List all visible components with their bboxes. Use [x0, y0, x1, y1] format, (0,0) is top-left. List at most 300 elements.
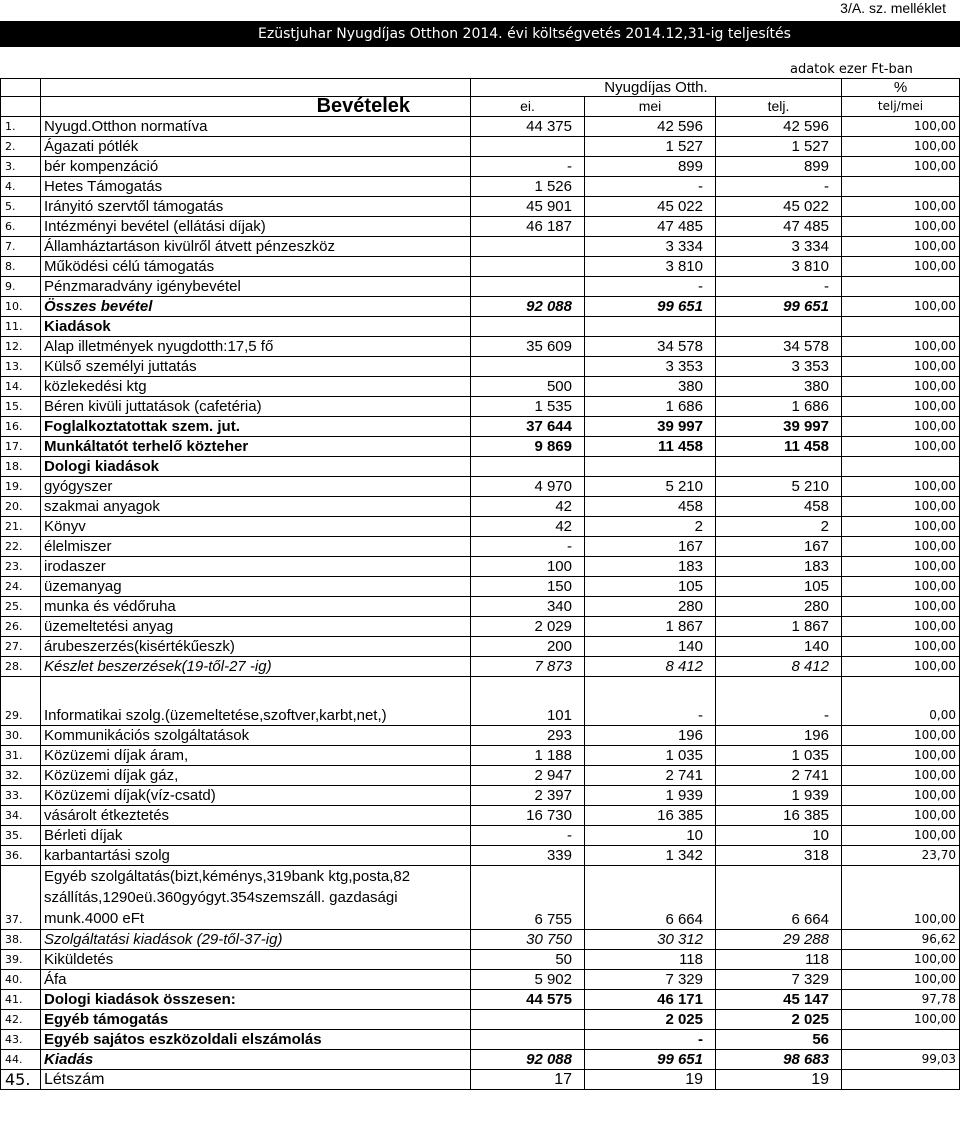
table-row — [1, 217, 960, 237]
row-number: 4. — [1, 177, 41, 197]
value-ei: 46 187 — [471, 217, 585, 237]
row-number: 22. — [1, 537, 41, 557]
value-pct: 100,00 — [842, 217, 960, 237]
row-number: 12. — [1, 337, 41, 357]
value-ei: 1 188 — [471, 746, 585, 766]
row-label: Foglalkoztatottak szem. jut. — [41, 417, 471, 437]
value-pct: 100,00 — [842, 950, 960, 970]
row-number: 20. — [1, 497, 41, 517]
row-number: 23. — [1, 557, 41, 577]
value-telj: 47 485 — [716, 217, 842, 237]
row-label: Ágazati pótlék — [41, 137, 471, 157]
value-ei: 340 — [471, 597, 585, 617]
value-pct: 100,00 — [842, 537, 960, 557]
value-ei: 44 575 — [471, 990, 585, 1010]
value-mei: 899 — [585, 157, 716, 177]
table-row — [1, 597, 960, 617]
value-pct: 100,00 — [842, 786, 960, 806]
value-pct: 99,03 — [842, 1050, 960, 1070]
row-label: munka és védőruha — [41, 597, 471, 617]
value-ei: 200 — [471, 637, 585, 657]
row-number: 34. — [1, 806, 41, 826]
row-label: Létszám — [41, 1070, 471, 1090]
value-mei: 105 — [585, 577, 716, 597]
row-label: Nyugd.Otthon normatíva — [41, 117, 471, 137]
col-header-mei: mei — [585, 97, 716, 117]
table-row — [1, 417, 960, 437]
value-telj: 11 458 — [716, 437, 842, 457]
value-telj: 1 939 — [716, 786, 842, 806]
value-mei — [585, 317, 716, 337]
row-number: 29. — [1, 677, 41, 726]
table-row — [1, 397, 960, 417]
row-label: vásárolt étkeztetés — [41, 806, 471, 826]
value-pct: 100,00 — [842, 517, 960, 537]
row-label: Kommunikációs szolgáltatások — [41, 726, 471, 746]
value-ei — [471, 357, 585, 377]
value-telj: 1 035 — [716, 746, 842, 766]
table-row — [1, 846, 960, 866]
row-label: Irányitó szervtől támogatás — [41, 197, 471, 217]
value-ei: 1 535 — [471, 397, 585, 417]
col-header-ratio: telj/mei — [842, 97, 960, 117]
value-mei: 45 022 — [585, 197, 716, 217]
row-number: 17. — [1, 437, 41, 457]
value-ei — [471, 237, 585, 257]
value-pct — [842, 177, 960, 197]
value-ei: 92 088 — [471, 297, 585, 317]
table-row — [1, 786, 960, 806]
row-number: 40. — [1, 970, 41, 990]
value-pct: 100,00 — [842, 1010, 960, 1030]
value-pct — [842, 1030, 960, 1050]
row-label: Intézményi bevétel (ellátási díjak) — [41, 217, 471, 237]
value-telj: - — [716, 277, 842, 297]
table-row — [1, 806, 960, 826]
value-ei: 35 609 — [471, 337, 585, 357]
value-telj — [716, 317, 842, 337]
row-label: Alap illetmények nyugdotth:17,5 fő — [41, 337, 471, 357]
row-number: 16. — [1, 417, 41, 437]
value-pct: 100,00 — [842, 197, 960, 217]
value-pct: 100,00 — [842, 577, 960, 597]
table-row — [1, 157, 960, 177]
value-ei: 92 088 — [471, 1050, 585, 1070]
row-number: 33. — [1, 786, 41, 806]
value-ei: 101 — [471, 677, 585, 726]
row-label: karbantartási szolg — [41, 846, 471, 866]
header-blank — [41, 79, 471, 97]
value-pct: 100,00 — [842, 477, 960, 497]
value-pct: 100,00 — [842, 766, 960, 786]
value-pct: 100,00 — [842, 617, 960, 637]
table-row — [1, 617, 960, 637]
value-pct: 100,00 — [842, 137, 960, 157]
value-pct — [842, 1070, 960, 1090]
row-label: Közüzemi díjak(víz-csatd) — [41, 786, 471, 806]
row-label: Működési célú támogatás — [41, 257, 471, 277]
budget-table-body — [1, 79, 960, 1090]
value-ei: 42 — [471, 497, 585, 517]
value-telj: 34 578 — [716, 337, 842, 357]
value-pct: 100,00 — [842, 970, 960, 990]
table-row — [1, 437, 960, 457]
budget-table — [0, 78, 960, 1090]
unit-note: adatok ezer Ft-ban — [790, 62, 913, 77]
value-ei: 5 902 — [471, 970, 585, 990]
table-row — [1, 1030, 960, 1050]
row-number: 36. — [1, 846, 41, 866]
table-row — [1, 297, 960, 317]
value-telj: 2 — [716, 517, 842, 537]
value-mei: 42 596 — [585, 117, 716, 137]
row-number: 30. — [1, 726, 41, 746]
table-row — [1, 577, 960, 597]
row-number: 15. — [1, 397, 41, 417]
value-ei: 2 947 — [471, 766, 585, 786]
header-row-columns — [1, 97, 960, 117]
table-row — [1, 1050, 960, 1070]
value-mei: 1 342 — [585, 846, 716, 866]
value-telj: 2 741 — [716, 766, 842, 786]
value-mei: 280 — [585, 597, 716, 617]
value-telj: 10 — [716, 826, 842, 846]
value-ei — [471, 1030, 585, 1050]
value-ei: 9 869 — [471, 437, 585, 457]
value-ei: 50 — [471, 950, 585, 970]
table-row — [1, 1010, 960, 1030]
value-mei — [585, 457, 716, 477]
value-ei: 4 970 — [471, 477, 585, 497]
value-mei: 380 — [585, 377, 716, 397]
value-mei: 167 — [585, 537, 716, 557]
value-pct: 0,00 — [842, 677, 960, 726]
value-mei: - — [585, 277, 716, 297]
value-ei: 150 — [471, 577, 585, 597]
table-row — [1, 257, 960, 277]
pct-label: % — [842, 79, 960, 97]
value-pct: 96,62 — [842, 930, 960, 950]
value-mei: 34 578 — [585, 337, 716, 357]
value-mei: 99 651 — [585, 1050, 716, 1070]
table-row — [1, 197, 960, 217]
value-pct: 100,00 — [842, 866, 960, 930]
table-row — [1, 537, 960, 557]
table-row — [1, 277, 960, 297]
value-ei: 44 375 — [471, 117, 585, 137]
row-number: 14. — [1, 377, 41, 397]
value-mei: 8 412 — [585, 657, 716, 677]
table-row — [1, 117, 960, 137]
value-mei: 3 334 — [585, 237, 716, 257]
row-number: 19. — [1, 477, 41, 497]
value-mei: 10 — [585, 826, 716, 846]
value-mei: 140 — [585, 637, 716, 657]
value-mei: 1 527 — [585, 137, 716, 157]
value-telj: - — [716, 177, 842, 197]
value-pct: 100,00 — [842, 597, 960, 617]
row-label: Könyv — [41, 517, 471, 537]
table-row — [1, 726, 960, 746]
value-ei: 6 755 — [471, 866, 585, 930]
row-number: 28. — [1, 657, 41, 677]
value-ei: 17 — [471, 1070, 585, 1090]
value-mei: 2 025 — [585, 1010, 716, 1030]
table-row — [1, 497, 960, 517]
value-mei: 47 485 — [585, 217, 716, 237]
row-label: Hetes Támogatás — [41, 177, 471, 197]
value-telj: 318 — [716, 846, 842, 866]
value-ei: 500 — [471, 377, 585, 397]
value-pct — [842, 277, 960, 297]
value-mei: 46 171 — [585, 990, 716, 1010]
value-pct: 100,00 — [842, 357, 960, 377]
value-ei: 2 397 — [471, 786, 585, 806]
header-blank — [1, 97, 41, 117]
row-label: irodaszer — [41, 557, 471, 577]
value-telj: 3 810 — [716, 257, 842, 277]
table-row — [1, 557, 960, 577]
row-label: Külső személyi juttatás — [41, 357, 471, 377]
value-pct — [842, 317, 960, 337]
value-pct: 100,00 — [842, 237, 960, 257]
value-telj: 98 683 — [716, 1050, 842, 1070]
table-row — [1, 317, 960, 337]
value-ei: 339 — [471, 846, 585, 866]
row-number: 21. — [1, 517, 41, 537]
row-number: 42. — [1, 1010, 41, 1030]
value-mei: 1 939 — [585, 786, 716, 806]
value-telj: 42 596 — [716, 117, 842, 137]
table-row — [1, 517, 960, 537]
row-number: 31. — [1, 746, 41, 766]
table-row — [1, 377, 960, 397]
value-telj: 458 — [716, 497, 842, 517]
value-ei: - — [471, 157, 585, 177]
row-number: 26. — [1, 617, 41, 637]
value-pct: 97,78 — [842, 990, 960, 1010]
document-title: Ezüstjuhar Nyugdíjas Otthon 2014. évi költségvetés 2014.12,31-ig teljesítés — [258, 26, 791, 42]
value-mei: 458 — [585, 497, 716, 517]
value-pct: 100,00 — [842, 437, 960, 457]
value-ei — [471, 137, 585, 157]
value-ei: 1 526 — [471, 177, 585, 197]
row-label: Készlet beszerzések(19-től-27 -ig) — [41, 657, 471, 677]
value-telj: 3 334 — [716, 237, 842, 257]
value-telj: 56 — [716, 1030, 842, 1050]
row-label: szakmai anyagok — [41, 497, 471, 517]
col-header-ei: ei. — [471, 97, 585, 117]
row-label: Kiadás — [41, 1050, 471, 1070]
table-row — [1, 237, 960, 257]
value-mei: 3 810 — [585, 257, 716, 277]
group-label: Nyugdíjas Otth. — [471, 79, 842, 97]
value-pct: 23,70 — [842, 846, 960, 866]
table-row — [1, 970, 960, 990]
value-ei: 100 — [471, 557, 585, 577]
value-pct: 100,00 — [842, 257, 960, 277]
row-number: 5. — [1, 197, 41, 217]
row-number: 3. — [1, 157, 41, 177]
table-row — [1, 677, 960, 726]
row-label: Munkáltatót terhelő közteher — [41, 437, 471, 457]
table-row — [1, 337, 960, 357]
value-telj: 2 025 — [716, 1010, 842, 1030]
value-telj: 1 867 — [716, 617, 842, 637]
value-pct: 100,00 — [842, 806, 960, 826]
value-telj: 140 — [716, 637, 842, 657]
value-ei — [471, 1010, 585, 1030]
row-label: Dologi kiadások — [41, 457, 471, 477]
row-number: 44. — [1, 1050, 41, 1070]
row-number: 8. — [1, 257, 41, 277]
value-telj: 167 — [716, 537, 842, 557]
table-row — [1, 177, 960, 197]
value-telj: 7 329 — [716, 970, 842, 990]
value-ei — [471, 317, 585, 337]
row-number: 6. — [1, 217, 41, 237]
table-row — [1, 866, 960, 930]
table-row — [1, 826, 960, 846]
row-number: 7. — [1, 237, 41, 257]
value-mei: 99 651 — [585, 297, 716, 317]
col-header-telj: telj. — [716, 97, 842, 117]
value-ei: 2 029 — [471, 617, 585, 637]
value-telj: 3 353 — [716, 357, 842, 377]
value-mei: 7 329 — [585, 970, 716, 990]
value-mei: 2 — [585, 517, 716, 537]
value-pct: 100,00 — [842, 637, 960, 657]
value-pct: 100,00 — [842, 337, 960, 357]
row-number: 43. — [1, 1030, 41, 1050]
row-label: gyógyszer — [41, 477, 471, 497]
row-number: 13. — [1, 357, 41, 377]
value-telj: 183 — [716, 557, 842, 577]
value-pct: 100,00 — [842, 746, 960, 766]
value-ei — [471, 457, 585, 477]
value-mei: 5 210 — [585, 477, 716, 497]
value-mei: 183 — [585, 557, 716, 577]
value-pct: 100,00 — [842, 657, 960, 677]
table-row — [1, 137, 960, 157]
value-telj: 899 — [716, 157, 842, 177]
value-ei: 16 730 — [471, 806, 585, 826]
value-telj: 16 385 — [716, 806, 842, 826]
value-ei: 7 873 — [471, 657, 585, 677]
value-mei: - — [585, 1030, 716, 1050]
value-mei: - — [585, 177, 716, 197]
value-mei: 30 312 — [585, 930, 716, 950]
value-mei: 16 385 — [585, 806, 716, 826]
row-label: Bérleti díjak — [41, 826, 471, 846]
row-number: 10. — [1, 297, 41, 317]
table-row — [1, 657, 960, 677]
row-label: Béren kivüli juttatások (cafetéria) — [41, 397, 471, 417]
row-number: 38. — [1, 930, 41, 950]
row-label: Kiküldetés — [41, 950, 471, 970]
row-number: 2. — [1, 137, 41, 157]
row-label: Szolgáltatási kiadások (29-től-37-ig) — [41, 930, 471, 950]
table-row — [1, 637, 960, 657]
row-label: Közüzemi díjak áram, — [41, 746, 471, 766]
value-pct: 100,00 — [842, 417, 960, 437]
value-telj: 118 — [716, 950, 842, 970]
row-number: 41. — [1, 990, 41, 1010]
value-telj: 39 997 — [716, 417, 842, 437]
table-row — [1, 477, 960, 497]
table-row — [1, 990, 960, 1010]
value-ei: 293 — [471, 726, 585, 746]
row-label: Összes bevétel — [41, 297, 471, 317]
row-number: 24. — [1, 577, 41, 597]
row-label: Egyéb sajátos eszközoldali elszámolás — [41, 1030, 471, 1050]
value-pct: 100,00 — [842, 297, 960, 317]
value-telj: 196 — [716, 726, 842, 746]
table-row — [1, 1070, 960, 1090]
value-pct: 100,00 — [842, 157, 960, 177]
value-telj: 19 — [716, 1070, 842, 1090]
value-mei: 6 664 — [585, 866, 716, 930]
row-label: Dologi kiadások összesen: — [41, 990, 471, 1010]
row-number: 32. — [1, 766, 41, 786]
row-number: 25. — [1, 597, 41, 617]
table-row — [1, 930, 960, 950]
row-label: üzemeltetési anyag — [41, 617, 471, 637]
row-number: 27. — [1, 637, 41, 657]
section-title: Bevételek — [41, 97, 471, 117]
row-number: 9. — [1, 277, 41, 297]
value-ei: - — [471, 537, 585, 557]
value-telj: 6 664 — [716, 866, 842, 930]
header-blank — [1, 79, 41, 97]
row-number: 1. — [1, 117, 41, 137]
value-mei: 2 741 — [585, 766, 716, 786]
value-mei: 19 — [585, 1070, 716, 1090]
value-ei: - — [471, 826, 585, 846]
value-mei: 196 — [585, 726, 716, 746]
value-mei: 39 997 — [585, 417, 716, 437]
value-telj: 99 651 — [716, 297, 842, 317]
value-ei: 45 901 — [471, 197, 585, 217]
row-label: Informatikai szolg.(üzemeltetése,szoftver,karbt,net,) — [41, 677, 471, 726]
value-telj: 105 — [716, 577, 842, 597]
row-label: élelmiszer — [41, 537, 471, 557]
value-ei: 42 — [471, 517, 585, 537]
row-number: 39. — [1, 950, 41, 970]
row-label: Áfa — [41, 970, 471, 990]
row-label: Közüzemi díjak gáz, — [41, 766, 471, 786]
value-telj — [716, 457, 842, 477]
value-telj: 8 412 — [716, 657, 842, 677]
row-label: közlekedési ktg — [41, 377, 471, 397]
value-telj: 45 147 — [716, 990, 842, 1010]
value-telj: 1 527 — [716, 137, 842, 157]
table-row — [1, 950, 960, 970]
value-telj: 380 — [716, 377, 842, 397]
row-label: Államháztartáson kivülről átvett pénzeszköz — [41, 237, 471, 257]
value-mei: 1 867 — [585, 617, 716, 637]
row-number: 18. — [1, 457, 41, 477]
value-pct: 100,00 — [842, 397, 960, 417]
table-row — [1, 357, 960, 377]
value-mei: 1 035 — [585, 746, 716, 766]
value-telj: 45 022 — [716, 197, 842, 217]
row-label: árubeszerzés(kisértékűeszk) — [41, 637, 471, 657]
value-mei: 1 686 — [585, 397, 716, 417]
table-row — [1, 766, 960, 786]
row-label: Kiadások — [41, 317, 471, 337]
value-telj: 5 210 — [716, 477, 842, 497]
